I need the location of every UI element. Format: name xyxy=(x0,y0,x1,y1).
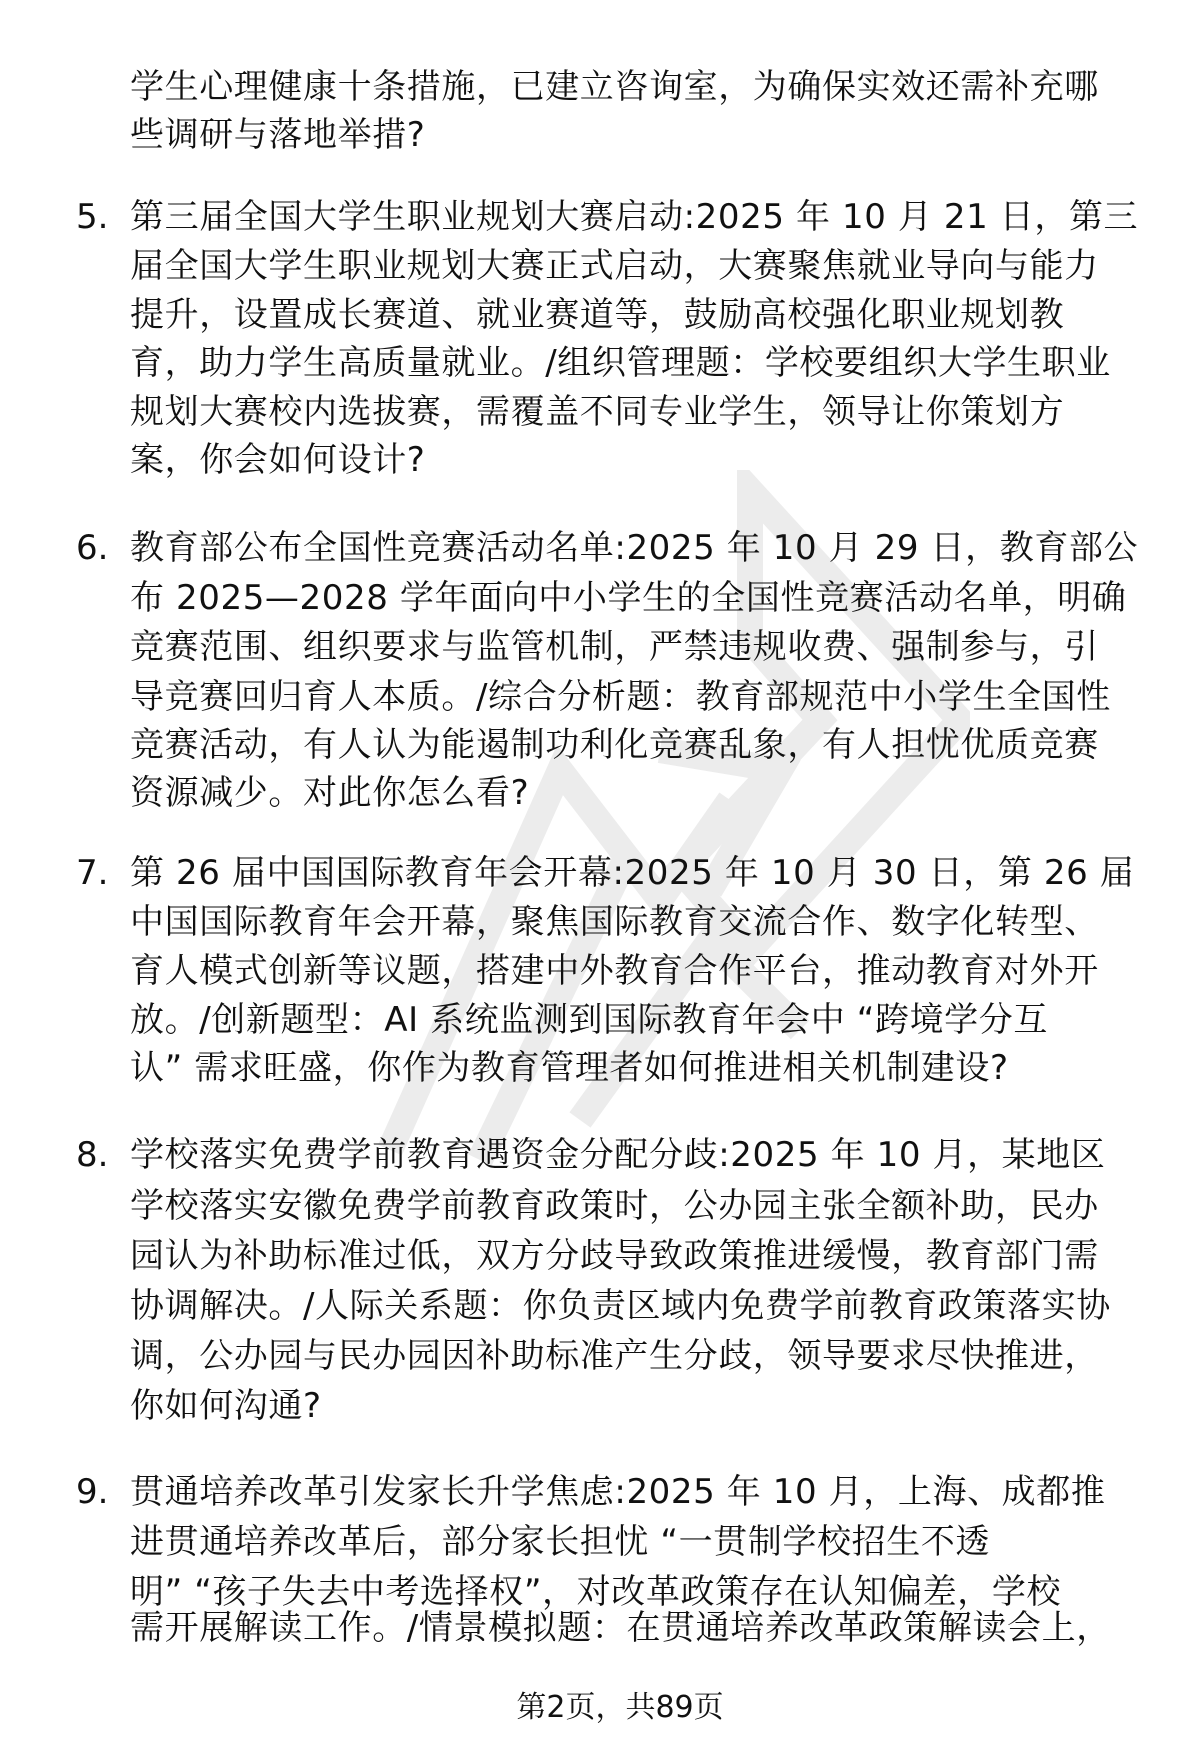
list-item-line: 学校落实免费学前教育遇资金分配分歧:2025 年 10 月，某地区 xyxy=(130,1135,1106,1175)
intro-line: 学生心理健康十条措施，已建立咨询室，为确保实效还需补充哪 xyxy=(130,67,1099,107)
list-item-line: 第 26 届中国国际教育年会开幕:2025 年 10 月 30 日，第 26 届 xyxy=(130,853,1135,893)
list-item-line: 提升，设置成长赛道、就业赛道等，鼓励高校强化职业规划教 xyxy=(130,295,1065,335)
list-item-line: 中国国际教育年会开幕，聚焦国际教育交流合作、数字化转型、 xyxy=(130,902,1099,942)
intro-line: 些调研与落地举措? xyxy=(130,115,426,155)
list-item-line: 园认为补助标准过低，双方分歧导致政策推进缓慢，教育部门需 xyxy=(130,1236,1099,1276)
list-item-line: 放。/创新题型：AI 系统监测到国际教育年会中 “跨境学分互 xyxy=(130,1000,1048,1040)
list-item-number: 6. xyxy=(76,528,109,568)
list-item-line: 导竞赛回归育人本质。/综合分析题：教育部规范中小学生全国性 xyxy=(130,677,1111,717)
list-item-line: 认” 需求旺盛，你作为教育管理者如何推进相关机制建设? xyxy=(130,1048,1009,1088)
list-item-line: 规划大赛校内选拔赛，需覆盖不同专业学生，领导让你策划方 xyxy=(130,392,1065,432)
list-item-line: 贯通培养改革引发家长升学焦虑:2025 年 10 月，上海、成都推 xyxy=(130,1472,1106,1512)
list-item-number: 7. xyxy=(76,853,109,893)
list-item-line: 明” “孩子失去中考选择权”，对改革政策存在认知偏差，学校 xyxy=(130,1572,1062,1612)
list-item-line: 教育部公布全国性竞赛活动名单:2025 年 10 月 29 日，教育部公 xyxy=(130,528,1139,568)
list-item-line: 资源减少。对此你怎么看? xyxy=(130,773,530,813)
list-item-line: 第三届全国大学生职业规划大赛启动:2025 年 10 月 21 日，第三 xyxy=(130,197,1139,237)
list-item-line: 案，你会如何设计? xyxy=(130,440,426,480)
list-item-line: 育，助力学生高质量就业。/组织管理题：学校要组织大学生职业 xyxy=(130,343,1111,383)
list-item-line: 竞赛范围、组织要求与监管机制，严禁违规收费、强制参与，引 xyxy=(130,627,1099,667)
list-item-line: 需开展解读工作。/情景模拟题：在贯通培养改革政策解读会上， xyxy=(130,1608,1111,1648)
list-item-number: 8. xyxy=(76,1135,109,1175)
list-item-number: 5. xyxy=(76,197,109,237)
list-item-line: 调，公办园与民办园因补助标准产生分歧，领导要求尽快推进， xyxy=(130,1336,1099,1376)
list-item-line: 你如何沟通? xyxy=(130,1386,322,1426)
list-item-number: 9. xyxy=(76,1472,109,1512)
list-item-line: 育人模式创新等议题，搭建中外教育合作平台，推动教育对外开 xyxy=(130,951,1099,991)
list-item-line: 协调解决。/人际关系题：你负责区域内免费学前教育政策落实协 xyxy=(130,1286,1111,1326)
page-indicator: 第2页，共89页 xyxy=(516,1690,724,1725)
list-item-line: 届全国大学生职业规划大赛正式启动，大赛聚焦就业导向与能力 xyxy=(130,246,1099,286)
list-item-line: 布 2025—2028 学年面向中小学生的全国性竞赛活动名单，明确 xyxy=(130,578,1127,618)
list-item-line: 竞赛活动，有人认为能遏制功利化竞赛乱象，有人担忧优质竞赛 xyxy=(130,725,1099,765)
list-item-line: 进贯通培养改革后，部分家长担忧 “一贯制学校招生不透 xyxy=(130,1522,991,1562)
list-item-line: 学校落实安徽免费学前教育政策时，公办园主张全额补助，民办 xyxy=(130,1186,1099,1226)
